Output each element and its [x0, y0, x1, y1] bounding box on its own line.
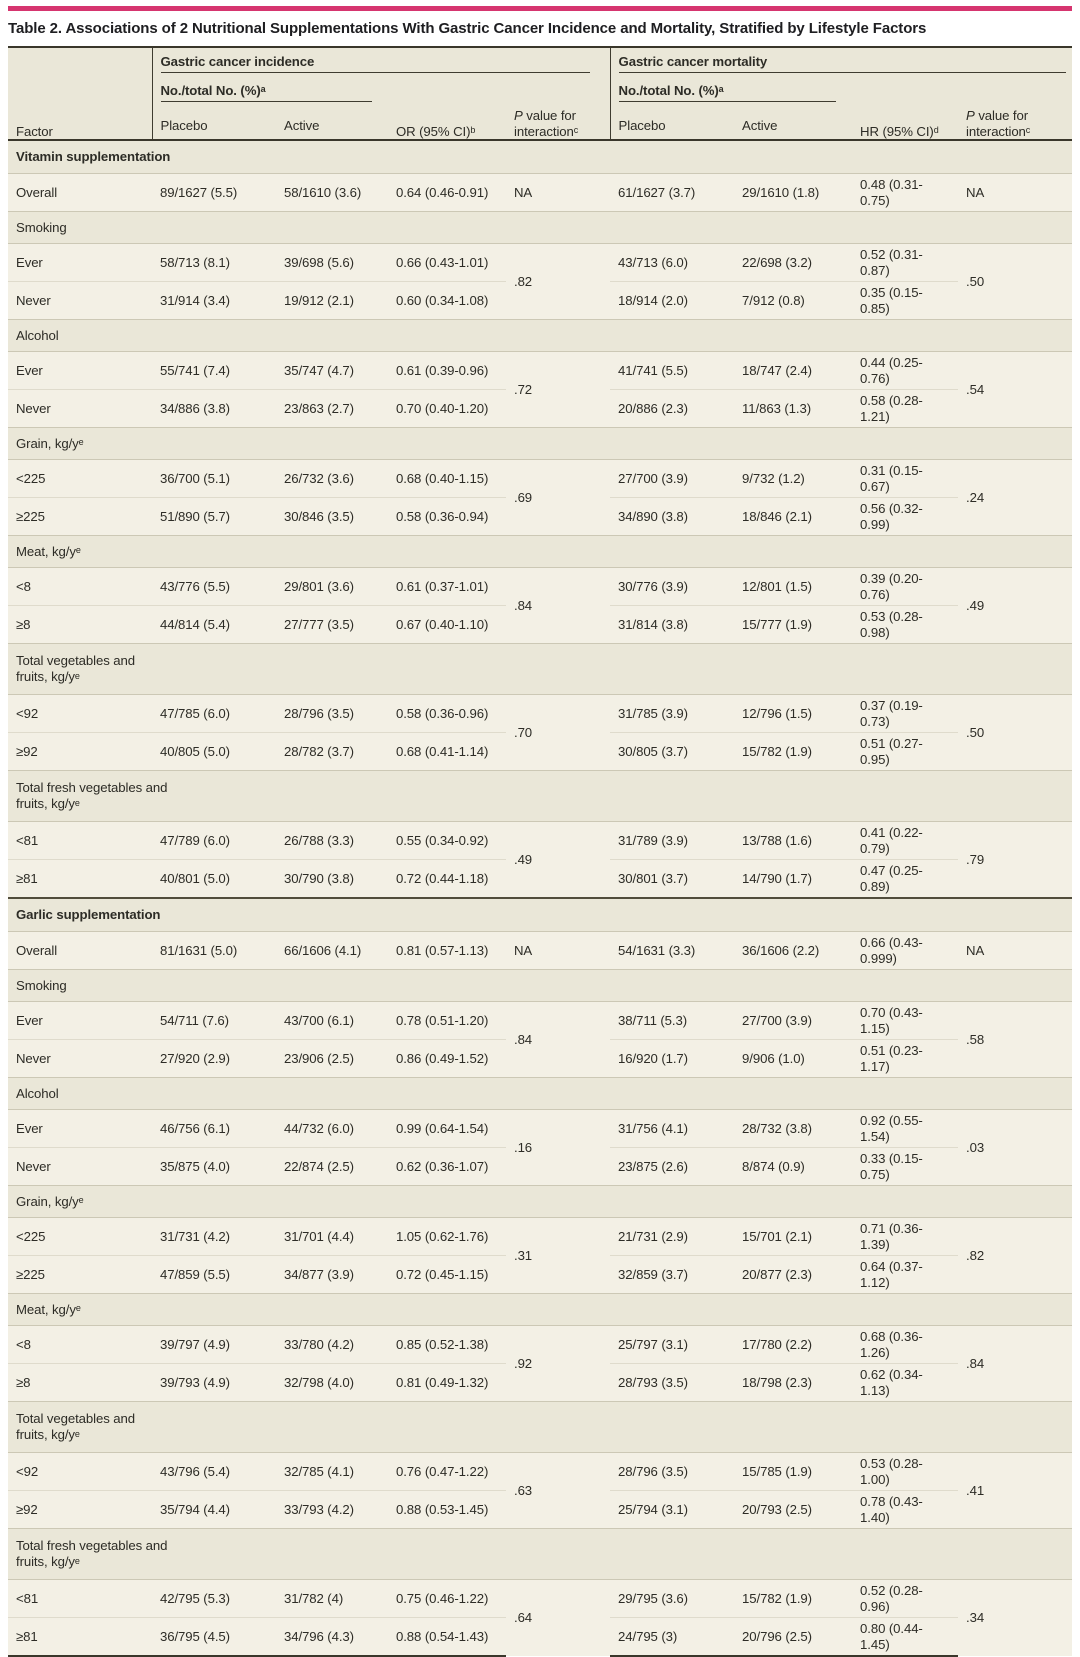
- table-title: Table 2. Associations of 2 Nutritional Supplementations With Gastric Cancer Incidence and Mortality, Stratified by Lifestyle Factors: [8, 20, 927, 37]
- mortality-value-cell: 16/920 (1.7): [610, 1040, 734, 1078]
- factor-cell: Ever: [8, 1110, 152, 1148]
- factor-cell: Never: [8, 390, 152, 428]
- factor-cell: ≥92: [8, 1491, 152, 1529]
- mortality-value-cell: 32/859 (3.7): [610, 1256, 734, 1294]
- incidence-pvalue-cell: NA: [506, 932, 610, 970]
- incidence-value-cell: 51/890 (5.7): [152, 498, 276, 536]
- incidence-value-cell: 23/863 (2.7): [276, 390, 388, 428]
- factor-cell: <81: [8, 1580, 152, 1618]
- mortality-pvalue-cell: NA: [958, 932, 1072, 970]
- mortality-value-cell: 0.35 (0.15-0.85): [852, 282, 958, 320]
- incidence-value-cell: 43/776 (5.5): [152, 568, 276, 606]
- footnote-c: c: [1025, 124, 1031, 135]
- stratum-group-row: [8, 212, 1072, 244]
- incidence-value-cell: 40/805 (5.0): [152, 733, 276, 771]
- mortality-pvalue-cell: .03: [958, 1110, 1072, 1186]
- incidence-value-cell: 35/747 (4.7): [276, 352, 388, 390]
- stratum-header: Total vegetables and fruits, $kg/y^e$: [8, 644, 1072, 695]
- incidence-group-header: Gastric cancer incidence: [152, 48, 610, 73]
- section-row: [8, 140, 1072, 174]
- stratum-group-row: [8, 536, 1072, 568]
- incidence-placebo-header: Placebo: [152, 102, 276, 140]
- mortality-value-cell: 27/700 (3.9): [734, 1002, 852, 1040]
- mortality-no-total-header: No./total No. (%)$^a$: [610, 73, 852, 102]
- incidence-pvalue-cell: .82: [506, 244, 610, 320]
- mortality-value-cell: 36/1606 (2.2): [734, 932, 852, 970]
- stratum-data-row: [8, 1218, 1072, 1256]
- factor-cell: <8: [8, 568, 152, 606]
- mortality-value-cell: 34/890 (3.8): [610, 498, 734, 536]
- stratum-group-row: [8, 1078, 1072, 1110]
- mortality-pvalue-cell: .24: [958, 460, 1072, 536]
- incidence-pvalue-cell: NA: [506, 174, 610, 212]
- mortality-value-cell: 18/914 (2.0): [610, 282, 734, 320]
- mortality-value-cell: 20/796 (2.5): [734, 1618, 852, 1657]
- mortality-value-cell: 30/805 (3.7): [610, 733, 734, 771]
- or-column-header: OR (95% CI)$^b$: [388, 73, 506, 140]
- stratum-data-row: [8, 460, 1072, 498]
- footnote-a: a: [260, 83, 266, 94]
- section-header: Garlic supplementation: [8, 898, 1072, 932]
- factor-cell: <92: [8, 1453, 152, 1491]
- footnote-a: a: [718, 83, 724, 94]
- mortality-value-cell: 0.64 (0.37-1.12): [852, 1256, 958, 1294]
- incidence-value-cell: 29/801 (3.6): [276, 568, 388, 606]
- stratum-header: Meat, $kg/y^e$: [8, 536, 1072, 568]
- footnote-e: e: [74, 798, 80, 808]
- stratum-data-row: [8, 1326, 1072, 1364]
- mortality-pvalue-cell: .41: [958, 1453, 1072, 1529]
- mortality-value-cell: 0.56 (0.32-0.99): [852, 498, 958, 536]
- factor-cell: <8: [8, 1326, 152, 1364]
- incidence-value-cell: 27/777 (3.5): [276, 606, 388, 644]
- incidence-value-cell: 40/801 (5.0): [152, 860, 276, 899]
- accent-bar: [8, 6, 1072, 11]
- footnote-e: e: [74, 1556, 80, 1566]
- mortality-pvalue-cell: .58: [958, 1002, 1072, 1078]
- mortality-value-cell: 61/1627 (3.7): [610, 174, 734, 212]
- incidence-value-cell: 0.61 (0.39-0.96): [388, 352, 506, 390]
- stratum-data-row: [8, 568, 1072, 606]
- incidence-pvalue-cell: .31: [506, 1218, 610, 1294]
- incidence-value-cell: 43/700 (6.1): [276, 1002, 388, 1040]
- incidence-value-cell: 31/731 (4.2): [152, 1218, 276, 1256]
- incidence-pvalue-column-header: P value for interaction$^c$: [506, 73, 610, 140]
- stratum-group-row: [8, 1186, 1072, 1218]
- mortality-placebo-header: Placebo: [610, 102, 734, 140]
- factor-cell: <92: [8, 695, 152, 733]
- incidence-value-cell: 0.81 (0.57-1.13): [388, 932, 506, 970]
- incidence-value-cell: 34/796 (4.3): [276, 1618, 388, 1657]
- mortality-value-cell: 0.58 (0.28-1.21): [852, 390, 958, 428]
- mortality-value-cell: 24/795 (3): [610, 1618, 734, 1657]
- incidence-value-cell: 0.61 (0.37-1.01): [388, 568, 506, 606]
- stratum-data-row: [8, 1580, 1072, 1618]
- mortality-value-cell: 38/711 (5.3): [610, 1002, 734, 1040]
- mortality-value-cell: 11/863 (1.3): [734, 390, 852, 428]
- incidence-value-cell: 46/756 (6.1): [152, 1110, 276, 1148]
- mortality-value-cell: 18/846 (2.1): [734, 498, 852, 536]
- mortality-value-cell: 0.44 (0.25-0.76): [852, 352, 958, 390]
- mortality-value-cell: 0.53 (0.28-1.00): [852, 1453, 958, 1491]
- stratified-associations-table: [8, 48, 1072, 1657]
- mortality-pvalue-cell: .54: [958, 352, 1072, 428]
- incidence-value-cell: 34/877 (3.9): [276, 1256, 388, 1294]
- incidence-value-cell: 32/798 (4.0): [276, 1364, 388, 1402]
- hr-column-header: HR (95% CI)$^d$: [852, 73, 958, 140]
- factor-cell: ≥225: [8, 1256, 152, 1294]
- mortality-value-cell: 20/877 (2.3): [734, 1256, 852, 1294]
- p-italic: P: [966, 108, 975, 123]
- mortality-value-cell: 20/793 (2.5): [734, 1491, 852, 1529]
- mortality-value-cell: 13/788 (1.6): [734, 822, 852, 860]
- overall-row: [8, 932, 1072, 970]
- stratum-data-row: [8, 822, 1072, 860]
- incidence-pvalue-cell: .69: [506, 460, 610, 536]
- incidence-value-cell: 31/782 (4): [276, 1580, 388, 1618]
- mortality-pvalue-column-header: P value for interaction$^c$: [958, 73, 1072, 140]
- mortality-value-cell: 15/785 (1.9): [734, 1453, 852, 1491]
- mortality-value-cell: 30/801 (3.7): [610, 860, 734, 899]
- stratum-data-row: [8, 1453, 1072, 1491]
- incidence-value-cell: 39/797 (4.9): [152, 1326, 276, 1364]
- factor-cell: <225: [8, 1218, 152, 1256]
- incidence-value-cell: 0.75 (0.46-1.22): [388, 1580, 506, 1618]
- factor-cell: ≥225: [8, 498, 152, 536]
- mortality-value-cell: 28/796 (3.5): [610, 1453, 734, 1491]
- stratum-group-row: [8, 1529, 1072, 1580]
- stratum-data-row: [8, 1110, 1072, 1148]
- incidence-value-cell: 0.88 (0.54-1.43): [388, 1618, 506, 1657]
- factor-cell: ≥81: [8, 1618, 152, 1657]
- factor-cell: Never: [8, 282, 152, 320]
- factor-cell: ≥8: [8, 1364, 152, 1402]
- stratum-header: Grain, $kg/y^e$: [8, 1186, 1072, 1218]
- incidence-value-cell: 26/732 (3.6): [276, 460, 388, 498]
- incidence-pvalue-cell: .70: [506, 695, 610, 771]
- footnote-e: e: [78, 1194, 84, 1205]
- mortality-value-cell: 17/780 (2.2): [734, 1326, 852, 1364]
- mortality-value-cell: 15/777 (1.9): [734, 606, 852, 644]
- incidence-value-cell: 0.86 (0.49-1.52): [388, 1040, 506, 1078]
- mortality-value-cell: 54/1631 (3.3): [610, 932, 734, 970]
- section-row: [8, 898, 1072, 932]
- stratum-group-row: [8, 1402, 1072, 1453]
- mortality-value-cell: 9/906 (1.0): [734, 1040, 852, 1078]
- mortality-value-cell: 0.68 (0.36-1.26): [852, 1326, 958, 1364]
- mortality-value-cell: 25/794 (3.1): [610, 1491, 734, 1529]
- mortality-pvalue-cell: .34: [958, 1580, 1072, 1657]
- mortality-value-cell: 14/790 (1.7): [734, 860, 852, 899]
- incidence-value-cell: 47/859 (5.5): [152, 1256, 276, 1294]
- incidence-pvalue-cell: .84: [506, 1002, 610, 1078]
- incidence-value-cell: 81/1631 (5.0): [152, 932, 276, 970]
- incidence-value-cell: 43/796 (5.4): [152, 1453, 276, 1491]
- mortality-group-header: Gastric cancer mortality: [610, 48, 1072, 73]
- incidence-value-cell: 30/846 (3.5): [276, 498, 388, 536]
- mortality-pvalue-cell: .79: [958, 822, 1072, 899]
- incidence-value-cell: 47/785 (6.0): [152, 695, 276, 733]
- mortality-active-header: Active: [734, 102, 852, 140]
- incidence-value-cell: 0.62 (0.36-1.07): [388, 1148, 506, 1186]
- incidence-value-cell: 39/698 (5.6): [276, 244, 388, 282]
- stratum-group-row: [8, 970, 1072, 1002]
- incidence-pvalue-cell: .92: [506, 1326, 610, 1402]
- incidence-pvalue-cell: .64: [506, 1580, 610, 1657]
- mortality-value-cell: 0.71 (0.36-1.39): [852, 1218, 958, 1256]
- incidence-value-cell: 0.60 (0.34-1.08): [388, 282, 506, 320]
- mortality-value-cell: 29/795 (3.6): [610, 1580, 734, 1618]
- incidence-pvalue-cell: .84: [506, 568, 610, 644]
- mortality-value-cell: 31/785 (3.9): [610, 695, 734, 733]
- incidence-value-cell: 31/914 (3.4): [152, 282, 276, 320]
- incidence-value-cell: 58/1610 (3.6): [276, 174, 388, 212]
- stratum-header: Total fresh vegetables and fruits, $kg/y^e$: [8, 771, 1072, 822]
- stratum-header: Total vegetables and fruits, $kg/y^e$: [8, 1402, 1072, 1453]
- mortality-value-cell: 25/797 (3.1): [610, 1326, 734, 1364]
- mortality-value-cell: 15/782 (1.9): [734, 733, 852, 771]
- incidence-value-cell: 22/874 (2.5): [276, 1148, 388, 1186]
- incidence-value-cell: 27/920 (2.9): [152, 1040, 276, 1078]
- factor-column-header: Factor: [8, 48, 152, 140]
- incidence-value-cell: 66/1606 (4.1): [276, 932, 388, 970]
- incidence-value-cell: 0.72 (0.44-1.18): [388, 860, 506, 899]
- footnote-d: d: [933, 124, 939, 135]
- footnote-e: e: [75, 1302, 81, 1313]
- mortality-value-cell: 0.48 (0.31-0.75): [852, 174, 958, 212]
- footnote-b: b: [470, 124, 476, 135]
- mortality-value-cell: 0.51 (0.27-0.95): [852, 733, 958, 771]
- incidence-pvalue-cell: .72: [506, 352, 610, 428]
- mortality-value-cell: 31/756 (4.1): [610, 1110, 734, 1148]
- stratum-group-row: [8, 644, 1072, 695]
- incidence-value-cell: 23/906 (2.5): [276, 1040, 388, 1078]
- mortality-pvalue-cell: .50: [958, 695, 1072, 771]
- incidence-no-total-header: No./total No. (%)$^a$: [152, 73, 388, 102]
- footnote-e: e: [75, 544, 81, 555]
- incidence-value-cell: 28/796 (3.5): [276, 695, 388, 733]
- stratum-data-row: [8, 695, 1072, 733]
- incidence-active-header: Active: [276, 102, 388, 140]
- incidence-value-cell: 28/782 (3.7): [276, 733, 388, 771]
- incidence-value-cell: 0.58 (0.36-0.96): [388, 695, 506, 733]
- factor-cell: Overall: [8, 932, 152, 970]
- incidence-value-cell: 31/701 (4.4): [276, 1218, 388, 1256]
- mortality-value-cell: 31/814 (3.8): [610, 606, 734, 644]
- factor-cell: ≥8: [8, 606, 152, 644]
- mortality-value-cell: 23/875 (2.6): [610, 1148, 734, 1186]
- incidence-value-cell: 0.88 (0.53-1.45): [388, 1491, 506, 1529]
- stratum-header: Total fresh vegetables and fruits, $kg/y^e$: [8, 1529, 1072, 1580]
- factor-cell: Overall: [8, 174, 152, 212]
- incidence-value-cell: 0.66 (0.43-1.01): [388, 244, 506, 282]
- mortality-value-cell: 30/776 (3.9): [610, 568, 734, 606]
- incidence-value-cell: 58/713 (8.1): [152, 244, 276, 282]
- stratum-header: Alcohol: [8, 1078, 1072, 1110]
- incidence-value-cell: 32/785 (4.1): [276, 1453, 388, 1491]
- p-italic: P: [514, 108, 523, 123]
- mortality-value-cell: 0.70 (0.43-1.15): [852, 1002, 958, 1040]
- stratum-group-row: [8, 771, 1072, 822]
- incidence-value-cell: 35/794 (4.4): [152, 1491, 276, 1529]
- table-body: [8, 140, 1072, 1656]
- incidence-value-cell: 0.64 (0.46-0.91): [388, 174, 506, 212]
- incidence-value-cell: 0.68 (0.40-1.15): [388, 460, 506, 498]
- incidence-value-cell: 0.81 (0.49-1.32): [388, 1364, 506, 1402]
- incidence-value-cell: 0.76 (0.47-1.22): [388, 1453, 506, 1491]
- mortality-value-cell: 0.51 (0.23-1.17): [852, 1040, 958, 1078]
- mortality-value-cell: 29/1610 (1.8): [734, 174, 852, 212]
- factor-cell: ≥81: [8, 860, 152, 899]
- incidence-value-cell: 39/793 (4.9): [152, 1364, 276, 1402]
- mortality-value-cell: 15/701 (2.1): [734, 1218, 852, 1256]
- incidence-value-cell: 0.68 (0.41-1.14): [388, 733, 506, 771]
- mortality-value-cell: 0.47 (0.25-0.89): [852, 860, 958, 899]
- stratum-header: Grain, $kg/y^e$: [8, 428, 1072, 460]
- incidence-value-cell: 36/700 (5.1): [152, 460, 276, 498]
- factor-cell: Never: [8, 1148, 152, 1186]
- stratum-group-row: [8, 320, 1072, 352]
- mortality-pvalue-cell: .82: [958, 1218, 1072, 1294]
- mortality-value-cell: 0.37 (0.19-0.73): [852, 695, 958, 733]
- mortality-value-cell: 0.39 (0.20-0.76): [852, 568, 958, 606]
- incidence-value-cell: 42/795 (5.3): [152, 1580, 276, 1618]
- mortality-value-cell: 20/886 (2.3): [610, 390, 734, 428]
- mortality-pvalue-cell: .50: [958, 244, 1072, 320]
- footnote-e: e: [74, 1429, 80, 1439]
- mortality-value-cell: 0.52 (0.31-0.87): [852, 244, 958, 282]
- mortality-value-cell: 12/796 (1.5): [734, 695, 852, 733]
- footnote-e: e: [78, 436, 84, 447]
- incidence-value-cell: 36/795 (4.5): [152, 1618, 276, 1657]
- mortality-value-cell: 0.92 (0.55-1.54): [852, 1110, 958, 1148]
- stratum-group-row: [8, 1294, 1072, 1326]
- mortality-value-cell: 8/874 (0.9): [734, 1148, 852, 1186]
- mortality-value-cell: 28/732 (3.8): [734, 1110, 852, 1148]
- incidence-value-cell: 54/711 (7.6): [152, 1002, 276, 1040]
- mortality-value-cell: 0.33 (0.15-0.75): [852, 1148, 958, 1186]
- mortality-value-cell: 31/789 (3.9): [610, 822, 734, 860]
- incidence-value-cell: 0.55 (0.34-0.92): [388, 822, 506, 860]
- mortality-value-cell: 0.66 (0.43-0.999): [852, 932, 958, 970]
- factor-cell: Ever: [8, 1002, 152, 1040]
- incidence-value-cell: 35/875 (4.0): [152, 1148, 276, 1186]
- incidence-value-cell: 89/1627 (5.5): [152, 174, 276, 212]
- incidence-value-cell: 33/793 (4.2): [276, 1491, 388, 1529]
- mortality-value-cell: 0.53 (0.28-0.98): [852, 606, 958, 644]
- mortality-value-cell: 0.62 (0.34-1.13): [852, 1364, 958, 1402]
- incidence-pvalue-cell: .49: [506, 822, 610, 899]
- mortality-value-cell: 41/741 (5.5): [610, 352, 734, 390]
- incidence-value-cell: 0.78 (0.51-1.20): [388, 1002, 506, 1040]
- mortality-value-cell: 27/700 (3.9): [610, 460, 734, 498]
- mortality-value-cell: 18/798 (2.3): [734, 1364, 852, 1402]
- stratum-data-row: [8, 352, 1072, 390]
- incidence-value-cell: 0.85 (0.52-1.38): [388, 1326, 506, 1364]
- factor-cell: <225: [8, 460, 152, 498]
- incidence-pvalue-cell: .63: [506, 1453, 610, 1529]
- factor-cell: Ever: [8, 244, 152, 282]
- factor-cell: <81: [8, 822, 152, 860]
- factor-cell: Never: [8, 1040, 152, 1078]
- mortality-value-cell: 9/732 (1.2): [734, 460, 852, 498]
- mortality-value-cell: 18/747 (2.4): [734, 352, 852, 390]
- incidence-value-cell: 26/788 (3.3): [276, 822, 388, 860]
- mortality-value-cell: 43/713 (6.0): [610, 244, 734, 282]
- stratum-header: Meat, $kg/y^e$: [8, 1294, 1072, 1326]
- incidence-value-cell: 0.72 (0.45-1.15): [388, 1256, 506, 1294]
- incidence-value-cell: 33/780 (4.2): [276, 1326, 388, 1364]
- incidence-value-cell: 30/790 (3.8): [276, 860, 388, 899]
- overall-row: [8, 174, 1072, 212]
- footnote-c: c: [573, 124, 579, 135]
- stratum-data-row: [8, 244, 1072, 282]
- mortality-value-cell: 15/782 (1.9): [734, 1580, 852, 1618]
- incidence-pvalue-cell: .16: [506, 1110, 610, 1186]
- stratum-group-row: [8, 428, 1072, 460]
- incidence-value-cell: 47/789 (6.0): [152, 822, 276, 860]
- incidence-value-cell: 0.58 (0.36-0.94): [388, 498, 506, 536]
- mortality-pvalue-cell: NA: [958, 174, 1072, 212]
- mortality-value-cell: 0.78 (0.43-1.40): [852, 1491, 958, 1529]
- stratum-data-row: [8, 1002, 1072, 1040]
- incidence-value-cell: 0.67 (0.40-1.10): [388, 606, 506, 644]
- table-header: [8, 48, 1072, 140]
- mortality-value-cell: 12/801 (1.5): [734, 568, 852, 606]
- factor-cell: ≥92: [8, 733, 152, 771]
- stratum-header: Alcohol: [8, 320, 1072, 352]
- mortality-value-cell: 0.31 (0.15-0.67): [852, 460, 958, 498]
- mortality-value-cell: 0.80 (0.44-1.45): [852, 1618, 958, 1657]
- mortality-value-cell: 28/793 (3.5): [610, 1364, 734, 1402]
- mortality-value-cell: 22/698 (3.2): [734, 244, 852, 282]
- incidence-value-cell: 19/912 (2.1): [276, 282, 388, 320]
- incidence-value-cell: 44/814 (5.4): [152, 606, 276, 644]
- section-header: Vitamin supplementation: [8, 140, 1072, 174]
- mortality-pvalue-cell: .49: [958, 568, 1072, 644]
- footnote-e: e: [74, 671, 80, 681]
- incidence-value-cell: 0.70 (0.40-1.20): [388, 390, 506, 428]
- stratum-header: Smoking: [8, 970, 1072, 1002]
- incidence-value-cell: 1.05 (0.62-1.76): [388, 1218, 506, 1256]
- incidence-value-cell: 55/741 (7.4): [152, 352, 276, 390]
- incidence-value-cell: 34/886 (3.8): [152, 390, 276, 428]
- incidence-value-cell: 0.99 (0.64-1.54): [388, 1110, 506, 1148]
- mortality-value-cell: 21/731 (2.9): [610, 1218, 734, 1256]
- mortality-value-cell: 0.52 (0.28-0.96): [852, 1580, 958, 1618]
- mortality-value-cell: 7/912 (0.8): [734, 282, 852, 320]
- mortality-value-cell: 0.41 (0.22-0.79): [852, 822, 958, 860]
- stratum-header: Smoking: [8, 212, 1072, 244]
- incidence-value-cell: 44/732 (6.0): [276, 1110, 388, 1148]
- factor-cell: Ever: [8, 352, 152, 390]
- mortality-pvalue-cell: .84: [958, 1326, 1072, 1402]
